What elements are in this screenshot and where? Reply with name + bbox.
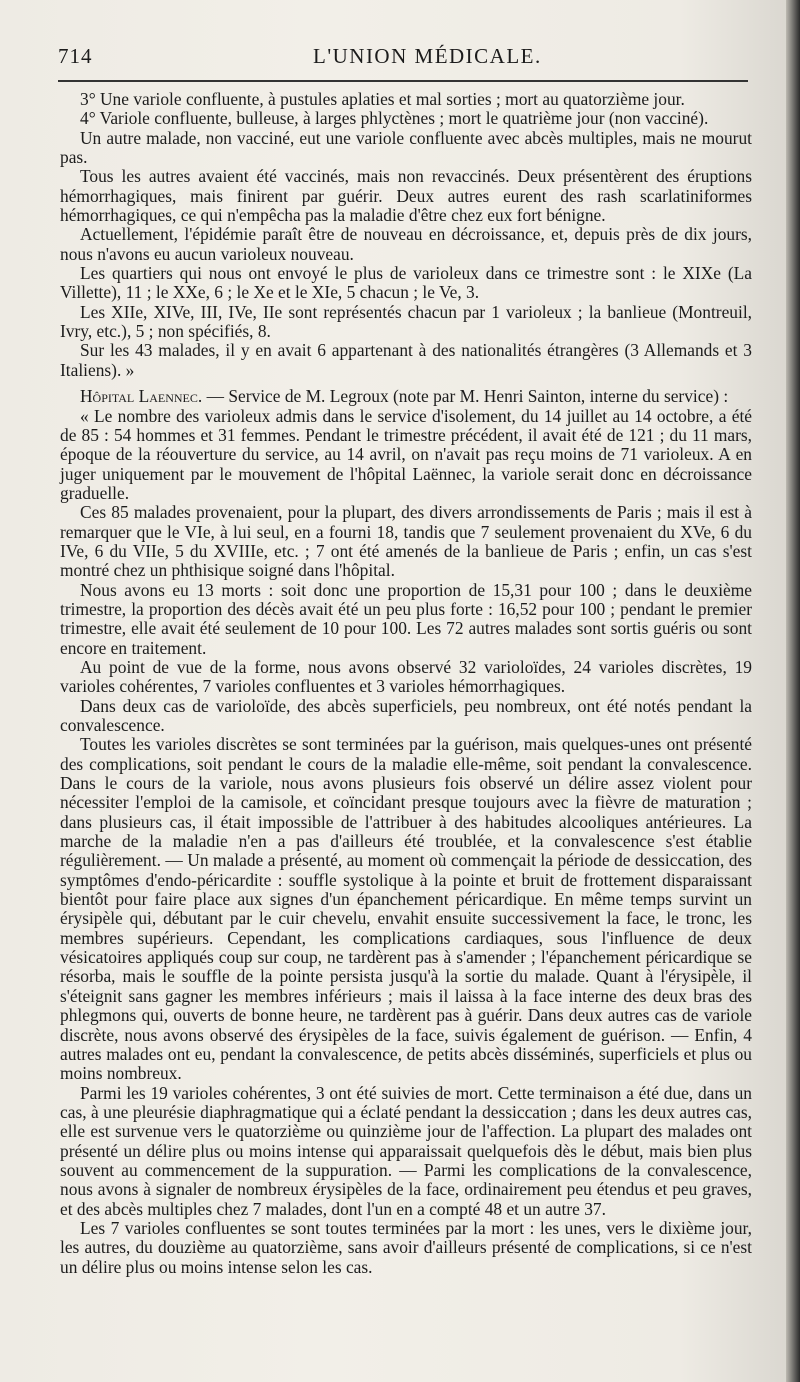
paragraph: Les 7 varioles confluentes se sont toutes terminées par la mort : les unes, vers le dixième jour, les autres, du douzième au quatorzième, sans avoir d'ailleurs présenté de complications, si ce n'est un délire plus ou moins intense selon les cas. [60,1217,752,1277]
page-number: 714 [58,44,93,68]
paragraph: Parmi les 19 varioles cohérentes, 3 ont été suivies de mort. Cette terminaison a été due, dans un cas, à une pleurésie diaphragmatique qui a éclaté pendant la dessiccation ; dans les deux autres cas, elle est survenue vers le quatorzième ou quinzième jour de l'affection. La plupart des malades ont présenté un délire plus ou moins intense qui apparaissait quelquefois dès le début, mais bien plus souvent au commencement de la suppuration. — Parmi les complications de la convalescence, nous avons à signaler de nombreux érysipèles de la face, ordinairement peu étendus et peu graves, et des abcès multiples chez 7 malades, dont l'un en a compté 48 et un autre 37. [60,1082,752,1219]
paragraph: Tous les autres avaient été vaccinés, mais non revaccinés. Deux présentèrent des éruptions hémorrhagiques, mais finirent par guérir. Deux autres eurent des rash scarlatiniformes hémorrhagiques, ce qui n'empêcha pas la maladie d'être chez eux fort bénigne. [60,166,752,226]
page-edge-shadow [786,0,800,1382]
section-heading-paragraph [60,387,752,406]
paragraph: « Le nombre des varioleux admis dans le service d'isolement, du 14 juillet au 14 octobre, a été de 85 : 54 hommes et 31 femmes. Pendant le trimestre précédent, il avait été de 121 ; du 11 mars, époque de la réouverture du service, au 14 avril, on n'avait pas reçu moins de 71 varioleux. A en juger uniquement par le mouvement de l'hôpital Laënnec, la variole serait donc en décroissance graduelle. [60,405,752,503]
paragraph: Ces 85 malades provenaient, pour la plupart, des divers arrondissements de Paris ; mais il est à remarquer que le VIe, à lui seul, en a fourni 18, tandis que 7 seulement provenaient du XVe, 6 du IVe, 6 du VIIe, 5 du XVIIIe, etc. ; 7 ont été amenés de la banlieue de Paris ; enfin, un cas s'est montré chez un phthisique soigné dans l'hôpital. [60,502,752,581]
paragraph: Les quartiers qui nous ont envoyé le plus de varioleux dans ce trimestre sont : le XIXe (La Villette), 11 ; le XXe, 6 ; le Xe et le XIe, 5 chacun ; le Ve, 3. [60,263,752,303]
paragraph: 4° Variole confluente, bulleuse, à larges phlyctènes ; mort le quatrième jour (non vacciné). [80,108,709,129]
paragraph: Actuellement, l'épidémie paraît être de nouveau en décroissance, et, depuis près de dix jours, nous n'avons eu aucun varioleux nouveau. [60,224,752,264]
paragraph: Toutes les varioles discrètes se sont terminées par la guérison, mais quelques-unes ont présenté des complications, soit pendant le cours de la maladie elle-même, soit pendant la convalescence. Dans le cours de la variole, nous avons plusieurs fois observé un délire assez violent pour nécessiter l'emploi de la camisole, et coïncidant presque toujours avec la fièvre de maturation ; dans plusieurs cas, il était impossible de l'attribuer à des habitudes alcooliques antérieures. La marche de la maladie n'en a pas d'ailleurs été troublée, et la convalescence s'est établie régulièrement. — Un malade a présenté, au moment où commençait la période de dessiccation, des symptômes d'endo-péricardite : souffle systolique à la pointe et bruit de frottement disparaissant bientôt pour faire place aux signes d'un épanchement péricardique. En même temps survint un érysipèle qui, débutant par le cuir chevelu, envahit ensuite successivement la face, le tronc, les membres supérieurs. Cependant, les complications cardiaques, sous l'influence de deux vésicatoires appliqués coup sur coup, ne tardèrent pas à s'amender ; l'épanchement péricardique se résorba, mais le souffle de la pointe persista jusqu'à la sortie du malade. Quant à l'érysipèle, il s'éteignit sans gagner les membres inférieurs ; mais il laissa à la face interne des deux bras des phlegmons qui, ouverts de bonne heure, ne tardèrent pas à guérir. Dans deux autres cas de variole discrète, nous avons observé des érysipèles de la face, suivis également de guérison. — Enfin, 4 autres malades ont eu, pendant la convalescence, de petits abcès disséminés, superficiels et plus ou moins nombreux. [60,734,752,1084]
paragraph: Un autre malade, non vacciné, eut une variole confluente avec abcès multiples, mais ne mourut pas. [60,127,752,168]
paragraph: Les XIIe, XIVe, III, IVe, IIe sont représentés chacun par 1 varioleux ; la banlieue (Montreuil, Ivry, etc.), 5 ; non spécifiés, 8. [60,301,752,342]
article-body [60,90,752,1277]
page-header [58,44,748,74]
paragraph: Au point de vue de la forme, nous avons observé 32 varioloïdes, 24 varioles discrètes, 19 varioles cohérentes, 7 varioles confluentes et 3 varioles hémorrhagiques. [60,656,752,697]
paragraph: Nous avons eu 13 morts : soit donc une proportion de 15,31 pour 100 ; dans le deuxième trimestre, la proportion des décès avait été un peu plus forte : 16,52 pour 100 ; pendant le premier trimestre, elle avait été seulement de 10 pour 100. Les 72 autres malades sont sortis guéris ou sont encore en traitement. [60,579,752,658]
section-heading: Hôpital Laennec. [80,386,203,407]
journal-title: L'UNION MÉDICALE. [313,44,542,68]
header-rule [58,80,748,82]
section-intro: — Service de M. Legroux (note par M. Henri Sainton, interne du service) : [202,386,729,407]
paragraph: Sur les 43 malades, il y en avait 6 appartenant à des nationalités étrangères (3 Allemands et 3 Italiens). » [60,340,752,380]
paragraph: 3° Une variole confluente, à pustules aplaties et mal sorties ; mort au quatorzième jour. [80,89,685,109]
paragraph: Dans deux cas de varioloïde, des abcès superficiels, peu nombreux, ont été notés pendant la convalescence. [60,695,752,735]
